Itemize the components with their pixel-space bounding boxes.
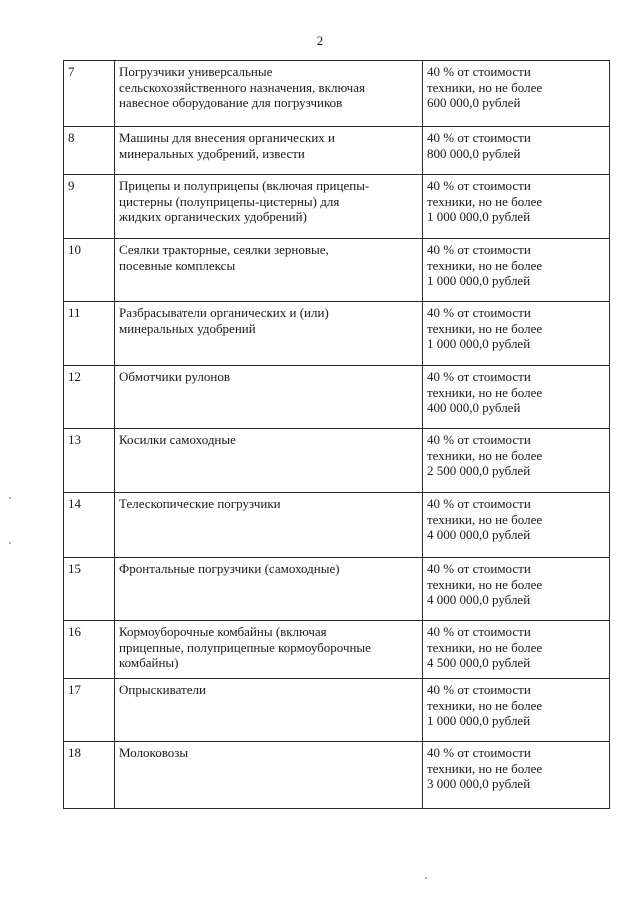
scan-speck <box>9 542 11 544</box>
subsidy-condition: 40 % от стоимости техники, но не более 1 000 000,0 рублей <box>423 302 610 366</box>
subsidy-condition: 40 % от стоимости 800 000,0 рублей <box>423 127 610 175</box>
equipment-name: Молоковозы <box>115 742 423 809</box>
row-number: 15 <box>64 558 115 621</box>
equipment-name: Прицепы и полуприцепы (включая прицепы- цистерны (полуприцепы-цистерны) для жидких органических удобрений) <box>115 175 423 239</box>
subsidy-condition: 40 % от стоимости техники, но не более 2 500 000,0 рублей <box>423 429 610 493</box>
equipment-name: Разбрасыватели органических и (или) минеральных удобрений <box>115 302 423 366</box>
row-number: 18 <box>64 742 115 809</box>
table-row <box>64 302 610 366</box>
subsidy-condition: 40 % от стоимости техники, но не более 4 000 000,0 рублей <box>423 558 610 621</box>
scan-speck <box>425 877 427 879</box>
equipment-name: Косилки самоходные <box>115 429 423 493</box>
subsidy-condition: 40 % от стоимости техники, но не более 4 000 000,0 рублей <box>423 493 610 558</box>
subsidy-condition: 40 % от стоимости техники, но не более 1 000 000,0 рублей <box>423 175 610 239</box>
table-row <box>64 429 610 493</box>
table-row <box>64 366 610 429</box>
row-number: 11 <box>64 302 115 366</box>
subsidy-condition: 40 % от стоимости техники, но не более 3 000 000,0 рублей <box>423 742 610 809</box>
table-row <box>64 175 610 239</box>
equipment-name: Фронтальные погрузчики (самоходные) <box>115 558 423 621</box>
row-number: 12 <box>64 366 115 429</box>
row-number: 13 <box>64 429 115 493</box>
table-row <box>64 239 610 302</box>
scan-speck <box>9 497 11 499</box>
equipment-name: Опрыскиватели <box>115 679 423 742</box>
subsidy-condition: 40 % от стоимости техники, но не более 1 000 000,0 рублей <box>423 679 610 742</box>
equipment-name: Обмотчики рулонов <box>115 366 423 429</box>
subsidy-condition: 40 % от стоимости техники, но не более 400 000,0 рублей <box>423 366 610 429</box>
equipment-name: Кормоуборочные комбайны (включая прицепные, полуприцепные кормоуборочные комбайны) <box>115 621 423 679</box>
table-row <box>64 493 610 558</box>
row-number: 14 <box>64 493 115 558</box>
table-row <box>64 61 610 127</box>
table-row <box>64 127 610 175</box>
subsidy-condition: 40 % от стоимости техники, но не более 4 500 000,0 рублей <box>423 621 610 679</box>
equipment-name: Сеялки тракторные, сеялки зерновые, посевные комплексы <box>115 239 423 302</box>
row-number: 9 <box>64 175 115 239</box>
row-number: 17 <box>64 679 115 742</box>
table-row <box>64 742 610 809</box>
subsidy-table <box>63 60 610 809</box>
row-number: 8 <box>64 127 115 175</box>
table-row <box>64 679 610 742</box>
table-row <box>64 558 610 621</box>
subsidy-condition: 40 % от стоимости техники, но не более 1 000 000,0 рублей <box>423 239 610 302</box>
equipment-name: Погрузчики универсальные сельскохозяйственного назначения, включая навесное оборудование для погрузчиков <box>115 61 423 127</box>
row-number: 7 <box>64 61 115 127</box>
row-number: 10 <box>64 239 115 302</box>
equipment-name: Телескопические погрузчики <box>115 493 423 558</box>
table-row <box>64 621 610 679</box>
page-number: 2 <box>316 33 324 48</box>
subsidy-condition: 40 % от стоимости техники, но не более 600 000,0 рублей <box>423 61 610 127</box>
equipment-name: Машины для внесения органических и минеральных удобрений, извести <box>115 127 423 175</box>
row-number: 16 <box>64 621 115 679</box>
